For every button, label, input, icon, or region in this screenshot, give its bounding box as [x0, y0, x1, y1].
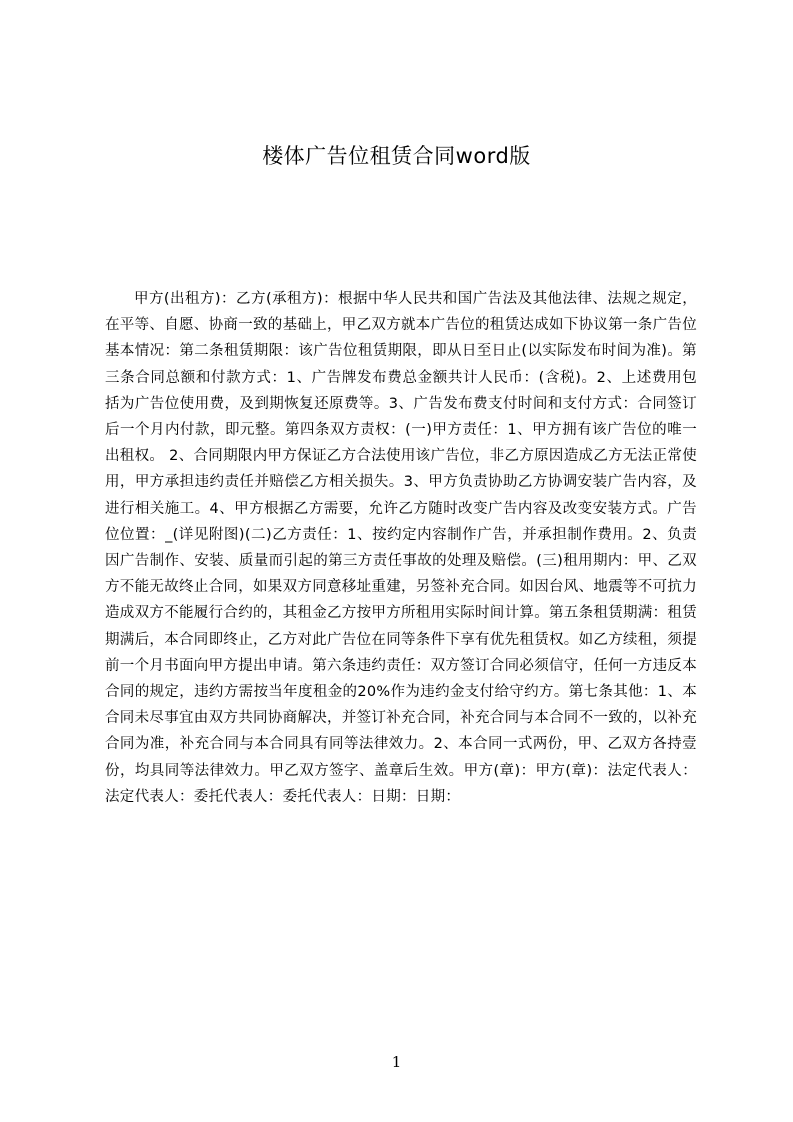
page-title: 楼体广告位租赁合同word版: [262, 144, 531, 168]
contract-body-paragraph: 甲方(出租方)：乙方(承租方)：根据中华人民共和国广告法及其他法律、法规之规定，在平等、自愿、协商一致的基础上，甲乙双方就本广告位的租赁达成如下协议第一条广告位基本情况：第二条租赁期限：该广告位租赁期限，即从日至日止(以实际发布时间为准)。第三条合同总额和付款方式：1、广告牌发布费总金额共计人民币：(含税)。2、上述费用包括为广告位使用费，及到期恢复还原费等。3、广告发布费支付时间和支付方式：合同签订后一个月内付款，即元整。第四条双方责权：(一)甲方责任：1、甲方拥有该广告位的唯一出租权。 2、合同期限内甲方保证乙方合法使用该广告位，非乙方原因造成乙方无法正常使用，甲方承担违约责任并赔偿乙方相关损失。3、甲方负责协助乙方协调安装广告内容，及进行相关施工。4、甲方根据乙方需要，允许乙方随时改变广告内容及改变安装方式。广告位位置：_(详见附图)(二)乙方责任：1、按约定内容制作广告，并承担制作费用。2、负责因广告制作、安装、质量而引起的第三方责任事故的处理及赔偿。(三)租用期内：甲、乙双方不能无故终止合同，如果双方同意移址重建，另签补充合同。如因台风、地震等不可抗力造成双方不能履行合约的，其租金乙方按甲方所租用实际时间计算。第五条租赁期满：租赁期满后，本合同即终止，乙方对此广告位在同等条件下享有优先租赁权。如乙方续租，须提前一个月书面向甲方提出申请。第六条违约责任：双方签订合同必须信守，任何一方违反本合同的规定，违约方需按当年度租金的20%作为违约金支付给守约方。第七条其他：1、本合同未尽事宜由双方共同协商解决，并签订补充合同，补充合同与本合同不一致的，以补充合同为准，补充合同与本合同具有同等法律效力。2、本合同一式两份，甲、乙双方各持壹份，均具同等法律效力。甲乙双方签字、盖章后生效。甲方(章)：甲方(章)：法定代表人：法定代表人：委托代表人：委托代表人：日期：日期：: [105, 291, 697, 805]
page-number: 1: [391, 1053, 402, 1071]
